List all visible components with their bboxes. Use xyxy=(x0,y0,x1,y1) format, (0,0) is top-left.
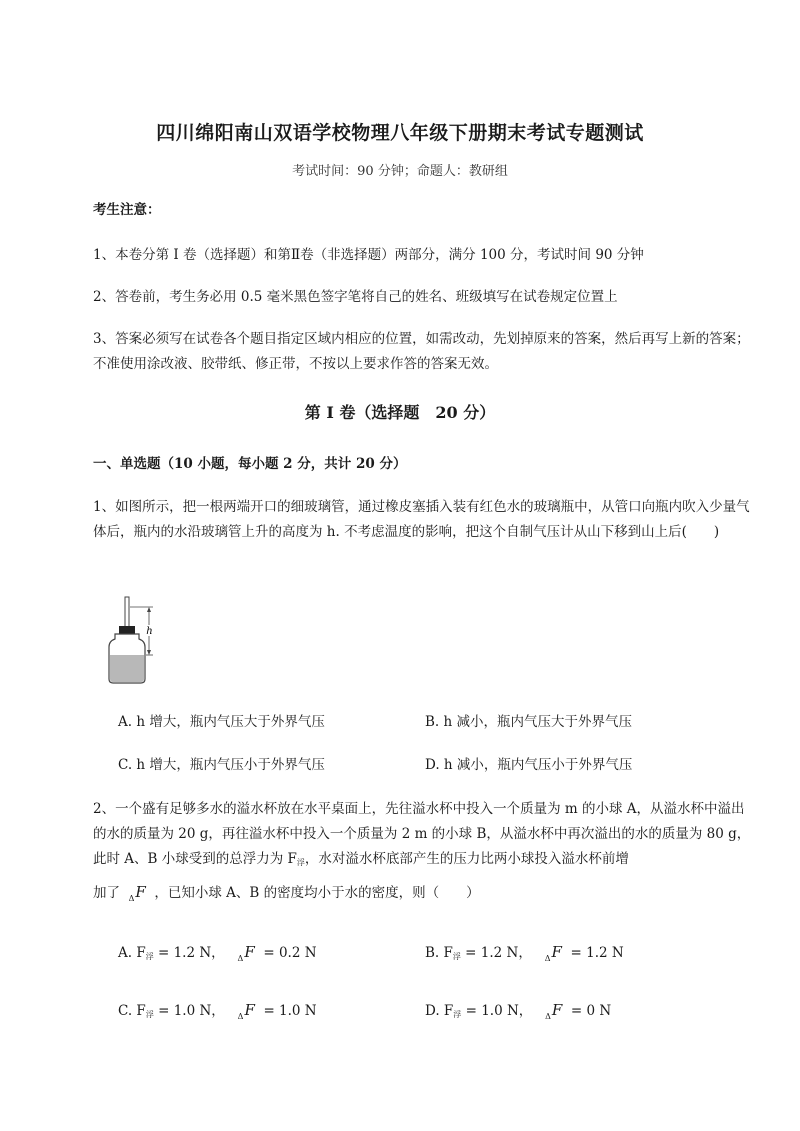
question-2-stem xyxy=(93,797,753,875)
q2-option-a xyxy=(118,942,317,969)
q2-d-prefix: D. F xyxy=(425,1003,454,1019)
part-title: 一、单选题（10 小题，每小题 2 分，共计 20 分） xyxy=(93,456,407,472)
q2-d-delta: Δ xyxy=(545,1012,551,1021)
notice-item-3: 3、答案必须写在试卷各个题目指定区域内相应的位置，如需改动，先划掉原来的答案，然后再写上新的答案；不准使用涂改液、胶带纸、修正带，不按以上要求作答的答案无效。 xyxy=(93,331,750,372)
q2-c-mid: = 1.0 N， xyxy=(153,1003,225,1019)
q2-d-mid: = 1.0 N， xyxy=(461,1003,533,1019)
q2-c-fu: 浮 xyxy=(145,1010,154,1019)
q2-a-delta: Δ xyxy=(237,954,244,963)
q2-d-fu: 浮 xyxy=(453,1010,462,1019)
q2-a-prefix: A. F xyxy=(118,945,146,961)
notice-item-2: 2、答卷前，考生务必用 0.5 毫米黑色签字笔将自己的姓名、班级填写在试卷规定位置上 xyxy=(93,289,618,305)
q2-stem-main: 2、一个盛有足够多水的溢水杯放在水平桌面上，先往溢水杯中投入一个质量为 m 的小球 A，从溢水杯中溢出的水的质量为 20 g，再往溢水杯中投入一个质量为 2 m 的小球 B，从溢水杯中再次溢出的水的质量为 80 g，此时 A、B 小球受到的总浮力为 F xyxy=(93,801,751,867)
barometer-figure xyxy=(103,593,163,685)
q2-option-b xyxy=(425,942,624,969)
q2-line4-b: ，已知小球 A、B 的密度均小于水的密度，则（ ） xyxy=(154,885,480,901)
q2-b-mid: = 1.2 N， xyxy=(460,945,532,961)
q2-a-suffix: = 0.2 N xyxy=(259,945,317,961)
question-1-stem: 1、如图所示，把一根两端开口的细玻璃管，通过橡皮塞插入装有红色水的玻璃瓶中，从管口向瓶内吹入少量气体后，瓶内的水沿玻璃管上升的高度为 h. 不考虑温度的影响，把这个自制气压计从山下移到山上后( ) xyxy=(93,499,750,540)
q2-b-fu: 浮 xyxy=(452,952,461,961)
question-2-line-4 xyxy=(93,880,753,911)
q2-b-F: F xyxy=(551,943,562,961)
q2-line4-a: 加了 xyxy=(93,885,120,901)
q2-a-fu: 浮 xyxy=(145,952,154,961)
q2-b-delta: Δ xyxy=(544,954,551,963)
q1-option-c: C. h 增大，瓶内气压小于外界气压 xyxy=(118,757,325,773)
h-arrow-down xyxy=(147,650,151,655)
q2-c-prefix: C. F xyxy=(118,1003,146,1019)
rubber-stopper xyxy=(119,626,135,634)
q1-option-b: B. h 减小，瓶内气压大于外界气压 xyxy=(425,714,632,730)
bottle-water xyxy=(110,655,144,682)
q2-a-mid: = 1.2 N， xyxy=(153,945,225,961)
q2-c-delta: Δ xyxy=(237,1012,244,1021)
q2-a-F: F xyxy=(244,943,255,961)
fu-subscript: 浮 xyxy=(296,858,305,867)
exam-subtitle: 考试时间：90 分钟；命题人：教研组 xyxy=(292,164,508,179)
h-arrow-up xyxy=(147,607,151,612)
q2-d-suffix: = 0 N xyxy=(566,1003,612,1019)
section-title: 第 I 卷（选择题 20 分） xyxy=(304,403,496,422)
notice-item-1: 1、本卷分第 I 卷（选择题）和第Ⅱ卷（非选择题）两部分，满分 100 分，考试时间 90 分钟 xyxy=(93,247,644,263)
q2-b-suffix: = 1.2 N xyxy=(566,945,624,961)
q1-option-d: D. h 减小，瓶内气压小于外界气压 xyxy=(425,757,633,773)
q1-option-a: A. h 增大，瓶内气压大于外界气压 xyxy=(118,714,325,730)
q2-c-F: F xyxy=(244,1001,255,1019)
force-symbol: F xyxy=(135,883,146,901)
q2-option-c xyxy=(118,1000,317,1027)
h-label: h xyxy=(146,626,153,637)
q2-stem-tail: ，水对溢水杯底部产生的压力比两小球投入溢水杯前增 xyxy=(304,851,629,867)
delta-symbol: Δ xyxy=(128,894,135,903)
q2-c-suffix: = 1.0 N xyxy=(259,1003,317,1019)
notice-heading: 考生注意： xyxy=(93,202,161,218)
q2-option-d xyxy=(425,1000,611,1027)
q2-d-F: F xyxy=(551,1001,563,1019)
q2-b-prefix: B. F xyxy=(425,945,453,961)
page-title: 四川绵阳南山双语学校物理八年级下册期末考试专题测试 xyxy=(156,122,644,144)
